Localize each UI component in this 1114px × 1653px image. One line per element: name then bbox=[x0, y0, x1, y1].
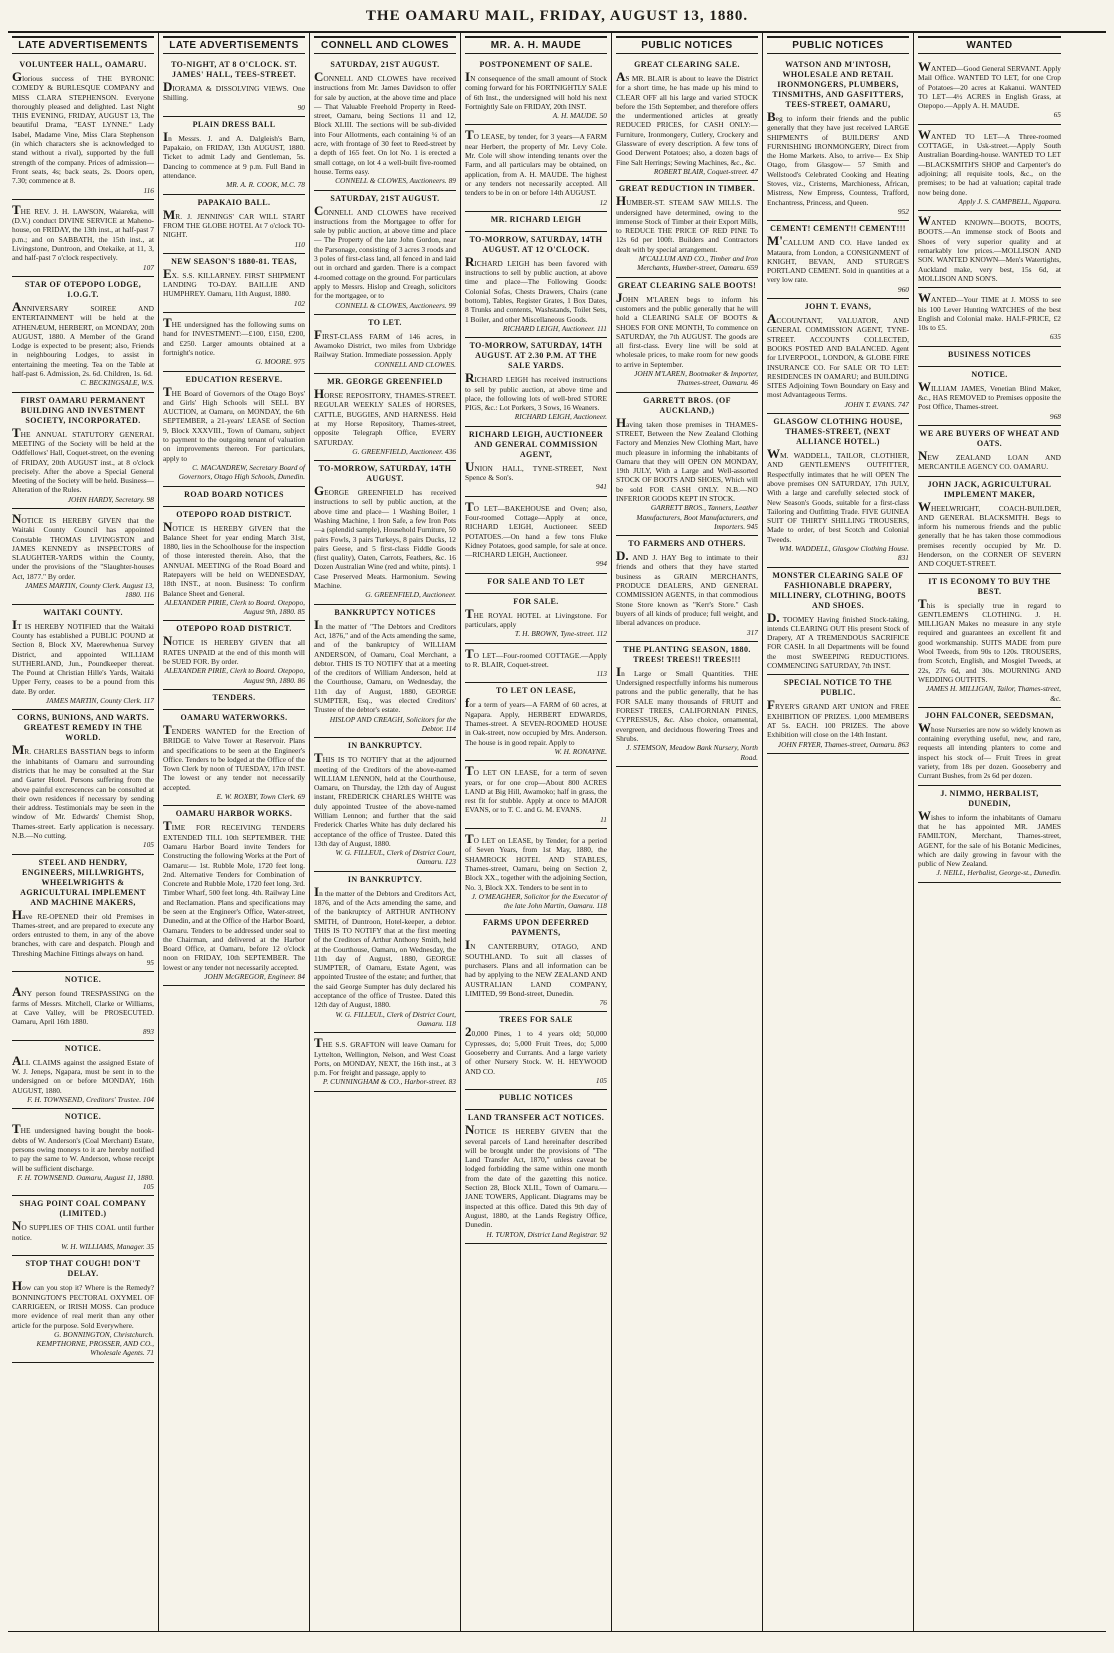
ad-signature: JAMES MARTIN, County Clerk. 117 bbox=[45, 696, 154, 706]
ad-body: RICHARD LEIGH has received instructions to sell by public auction, at above time and place, the following lots of well-bred STORE PIGS, &c.: Lot Porkers, 3 Sows, 16 Weaners. bbox=[465, 370, 607, 413]
ad-title: BANKRUPTCY NOTICES bbox=[334, 607, 436, 617]
ad-signature: JAMES MARTIN, County Clerk. August 13, 1880. 116 bbox=[24, 581, 154, 600]
newspaper-column bbox=[763, 33, 914, 1631]
column-heading: PUBLIC NOTICES bbox=[767, 36, 909, 54]
ad-title: FARMS UPON DEFERRED PAYMENTS, bbox=[482, 918, 590, 938]
ad-signature: T. H. BROWN, Tyne-street. 112 bbox=[514, 629, 607, 639]
ad-body: GEORGE GREENFIELD has received instructions to sell by public auction, at the above time and place— 1 Washing Boiler, 1 Washing Machine, 1 Iron Safe, a few Iron Pots—a (splendid sample), Household Furniture, 50 pairs Fowls, 3 pairs Turkeys, 8 pairs Ducks, 12 pairs Geese, and 5 first-class Fiddle Goods (first quality), Oaten, Carrots, Feathers, &c. 16 Dozen Australian Wine (red and white, pints). 1 Case Preserved Meats. Harmonium. Sewing Machine. bbox=[314, 483, 456, 591]
ad-signature: G. BONNINGTON, Christchurch. KEMPTHORNE, PROSSER, AND CO., Wholesale Agents. 71 bbox=[36, 1329, 154, 1358]
advertisement bbox=[465, 644, 607, 684]
ad-body: JOHN M'LAREN begs to inform his customers and the public generally that he will hold a CLEARING SALE OF BOOTS & SHOES FOR ONE MONTH, To commence on SATURDAY, the 7th AUGUST. The goods are all first-class. Every line will be sold at wholesale prices, to make room for new goods to arrive in September. bbox=[616, 289, 758, 369]
ad-body: EX. S.S. KILLARNEY. FIRST SHIPMENT LANDING TO-DAY. BAILLIE AND HUMPHREY. Oamaru, 11th August, 1880. bbox=[163, 265, 305, 299]
advertisement bbox=[918, 57, 1061, 125]
column-container bbox=[8, 33, 1106, 1632]
ad-signature: H. TURTON, District Land Registrar. 92 bbox=[486, 1229, 607, 1239]
ad-body: THE ROYAL HOTEL at Livingstone. For particulars, apply bbox=[465, 605, 607, 629]
ad-title: RICHARD LEIGH, AUCTIONEER AND GENERAL COMMISSION AGENT, bbox=[468, 429, 604, 459]
ad-signature: CONNELL AND CLOWES. bbox=[374, 359, 456, 369]
ad-body: NOTICE IS HEREBY GIVEN that the Balance Sheet for year ending March 31st, 1880, lies in the Schoolhouse for the inspection of those interested therein. Also, that the ANNUAL MEETING of the Road Board and Ratepayers will be held on WEDNESDAY, 18th INST., at noon. Business: To confirm Balance Sheet and General. bbox=[163, 518, 305, 598]
advertisement bbox=[12, 1256, 154, 1362]
ad-title: TREES FOR SALE bbox=[499, 1015, 573, 1025]
ad-signature: JOHN McGREGOR, Engineer. 84 bbox=[204, 972, 305, 982]
ad-body: FRYER'S GRAND ART UNION and FREE EXHIBITION OF PRIZES. 1,000 MEMBERS AT 5s. EACH. 100 PRIZES. The above Exhibition will close on the 14th Instant. bbox=[767, 697, 909, 740]
advertisement bbox=[163, 507, 305, 622]
advertisement bbox=[767, 675, 909, 753]
advertisement bbox=[465, 212, 607, 232]
ad-signature: 994 bbox=[595, 559, 607, 569]
ad-body: How can you stop it? Where is the Remedy? BONNINGTON'S PECTORAL OXYMEL OF CARRIGEEN, or IRISH MOSS. Can produce more evidence of real merit than any other article for the purpose. Sold Everywhere. bbox=[12, 1278, 154, 1330]
ad-title: NEW SEASON'S 1880-81. TEAS, bbox=[171, 256, 297, 266]
advertisement bbox=[12, 57, 154, 200]
advertisement bbox=[465, 829, 607, 915]
advertisement bbox=[465, 497, 607, 574]
ad-signature: 65 bbox=[1053, 110, 1061, 120]
column-heading: PUBLIC NOTICES bbox=[616, 36, 758, 54]
advertisement bbox=[12, 855, 154, 973]
ad-title: FIRST OAMARU PERMANENT BUILDING AND INVESTMENT SOCIETY, INCORPORATED. bbox=[20, 395, 146, 425]
ad-signature: ROBERT BLAIR, Coquet-street. 47 bbox=[653, 166, 758, 176]
advertisement bbox=[12, 1196, 154, 1256]
advertisement bbox=[163, 487, 305, 507]
ad-signature: 95 bbox=[146, 958, 154, 968]
advertisement bbox=[465, 338, 607, 426]
ad-title: TO FARMERS AND OTHERS. bbox=[628, 539, 746, 549]
ad-title: JOHN FALCONER, SEEDSMAN, bbox=[925, 710, 1054, 720]
ad-body: WANTED KNOWN—BOOTS, BOOTS, BOOTS.—An immense stock of Boots and Shoes of very superior quality and at remarkably low prices.—MOLLISON AND SON. WANTED KNOWN—Men's Watertights, Auckland make, very best, 15s 6d, at MOLLISON AND SON'S. bbox=[918, 213, 1061, 283]
masthead: THE OAMARU MAIL, FRIDAY, AUGUST 13, 1880. bbox=[8, 6, 1106, 33]
ad-signature: JOHN M'LAREN, Bootmaker & Importer, Thames-street, Oamaru. 46 bbox=[634, 369, 758, 388]
ad-body: NOTICE IS HEREBY GIVEN that all RATES UNPAID at the end of this month will be SUED FOR. By order. bbox=[163, 633, 305, 667]
ad-body: THE undersigned having bought the book-debts of W. Anderson's (Coal Merchant) Estate, persons owing moneys to it are hereby notified to pay the same to W. Anderson, whose receipt will be sufficient discharge. bbox=[12, 1121, 154, 1173]
advertisement bbox=[12, 1109, 154, 1196]
advertisement bbox=[918, 288, 1061, 346]
ad-body: MR. CHARLES BASSTIAN begs to inform the inhabitants of Oamaru and surrounding districts that he may be consulted at the Star and Garter Hotel. Persons suffering from the above painful excrescences can be consulted at their own residences if necessary by sending their address. Testimonials may be seen in the window of Mr. Edwards' Chemist Shop, Thames-street. Early application is necessary. N.B.—No cutting. bbox=[12, 742, 154, 840]
advertisement bbox=[616, 536, 758, 642]
ad-title: WAITAKI COUNTY. bbox=[43, 607, 123, 617]
ad-title: TO-NIGHT, AT 8 O'CLOCK. ST. JAMES' HALL, TEES-STREET. bbox=[171, 60, 297, 79]
advertisement bbox=[12, 710, 154, 854]
ad-signature: 635 bbox=[1049, 332, 1061, 342]
ad-signature: E. W. ROXBY, Town Clerk. 69 bbox=[216, 792, 305, 802]
ad-body: D. AND J. HAY Beg to intimate to their friends and others that they have started business as GRAIN MERCHANTS, PRODUCE DEALERS, AND GENERAL COMMISSION AGENTS, in that commodious Stone Store known as "Kerr's Store." Cash buyers of all kinds of produce; full weight, and liberal advances on produce. bbox=[616, 548, 758, 628]
ad-title: SATURDAY, 21ST AUGUST. bbox=[330, 193, 440, 203]
ad-signature: 12 bbox=[599, 197, 607, 207]
ad-title: IT IS ECONOMY TO BUY THE BEST. bbox=[928, 576, 1051, 596]
ad-title: JOHN JACK, AGRICULTURAL IMPLEMENT MAKER, bbox=[927, 479, 1052, 499]
advertisement bbox=[12, 605, 154, 711]
ad-title: STOP THAT COUGH! DON'T DELAY. bbox=[25, 1259, 141, 1279]
advertisement bbox=[163, 710, 305, 806]
advertisement bbox=[918, 367, 1061, 426]
ad-body: HORSE REPOSITORY, THAMES-STREET. REGULAR WEEKLY SALES of HORSES, CATTLE, BUGGIES, AND HARNESS. Held at my Horse Repository, Thames-street, opposite Telegraph Office, EVERY SATURDAY. bbox=[314, 386, 456, 447]
advertisement bbox=[12, 277, 154, 393]
ad-body: ANY person found TRESPASSING on the farms of Messrs. Mitchell, Clarke or Williams, at Cave Valley, will be PROSECUTED. Oamaru, April 16th 1880. bbox=[12, 984, 154, 1027]
advertisement bbox=[465, 57, 607, 125]
ad-signature: 968 bbox=[1049, 411, 1061, 421]
ad-signature: P. CUNNINGHAM & CO., Harbor-street. 83 bbox=[322, 1077, 456, 1087]
ad-signature: MR. A. R. COOK, M.C. 78 bbox=[226, 180, 305, 190]
advertisement bbox=[314, 1033, 456, 1091]
advertisement bbox=[314, 738, 456, 872]
ad-signature: 317 bbox=[746, 627, 758, 637]
ad-body: WANTED—Good General SERVANT. Apply Mail Office. WANTED TO LET, for one Crop of Potatoes—20 acres at Kakanui. WANTED TO LET—4½ ACRES in English Grass, at Otepopo.—Apply A. H. MAUDE. bbox=[918, 59, 1061, 111]
ad-body: M'CALLUM AND CO. Have landed ex Mataura, from London, a CONSIGNMENT of KNIGHT, BEVAN, AND STURGE'S PORTLAND CEMENT. Sold in quantities at a very low rate. bbox=[767, 233, 909, 285]
ad-signature: WM. WADDELL, Glasgow Clothing House. 831 bbox=[779, 543, 909, 563]
ad-body: CONNELL AND CLOWES have received instructions from the Mortgagee to offer for sale by public auction, at above time and place— The Property of the late John Gordon, near the Parsonage, consisting of 3 acres 3 roods and 3 poles of first-class land, all fenced in and laid out in orchard and garden. There is a compact 4-roomed cottage on the ground. For particulars apply to Messrs. Hislop and Creagh, solicitors for the mortgagee, or to bbox=[314, 202, 456, 301]
ad-title: NOTICE. bbox=[64, 1043, 102, 1053]
ad-title: CORNS, BUNIONS, AND WARTS. GREATEST REMEDY IN THE WORLD. bbox=[17, 713, 149, 743]
ad-body: THE S.S. GRAFTON will leave Oamaru for Lyttelton, Wellington, Nelson, and West Coast Ports, on MONDAY, NEXT, the 16th inst., at 3 p.m. For freight and passage, apply to bbox=[314, 1035, 456, 1078]
ad-signature: J. O'MEAGHER, Solicitor for the Executor of the late John Martin, Oamaru. 118 bbox=[471, 891, 607, 911]
advertisement bbox=[163, 117, 305, 195]
ad-body: WILLIAM JAMES, Venetian Blind Maker, &c., HAS REMOVED to Premises opposite the Post Office, Thames-street. bbox=[918, 378, 1061, 412]
ad-signature: M'CALLUM AND CO., Timber and Iron Merchants, Humber-street, Oamaru. 659 bbox=[637, 254, 758, 273]
ad-title: POSTPONEMENT OF SALE. bbox=[479, 60, 593, 69]
ad-signature: 960 bbox=[897, 284, 909, 294]
advertisement bbox=[163, 313, 305, 371]
ad-body: In the matter of "The Debtors and Creditors Act, 1876," and of the Acts amending the same, and of the bankruptcy of WILLIAM ANDERSON, of Oamaru, Coal Merchant, a debtor. THIS IS TO NOTIFY that at a meeting of the creditors of William Anderson, held at the Courthouse, Oamaru, on Wednesday, the 11th day of August, 1880, GEORGE SUMPTER, Esq., was elected Creditors' Trustee of the debtor's estate. bbox=[314, 616, 456, 715]
ad-signature: ALEXANDER PIRIE, Clerk to Board. Otepopo, August 9th, 1880. 85 bbox=[164, 597, 305, 617]
ad-body: HUMBER-ST. STEAM SAW MILLS. The undersigned have determined, owing to the immense Stock of Timber at their Export Mills, to REDUCE THE PRICE OF RED PINE To 12s 6d per 100ft. Builders and Contractors dealt with by special arrangement. bbox=[616, 193, 758, 254]
ad-body: ACCOUNTANT, VALUATOR, AND GENERAL COMMISSION AGENT, TYNE-STREET. ACCOUNTS COLLECTED, BOOKS POSTED AND BALANCED. Agent for LIVERPOOL, LONDON, & GLOBE FIRE INSURANCE CO. For SALE OR TO LET: RESIDENCES IN OAMARU; and BUILDING SITES Adjoining Town Boundary on Easy and most Advantageous Terms. bbox=[767, 311, 909, 400]
ad-body: Having taken those premises in THAMES-STREET, Between the New Zealand Clothing Factory and Menzies New Clothing Mart, have much pleasure in informing the inhabitants of Oamaru that they will OPEN ON MONDAY, 19th JULY, With a Large and Well-assorted STOCK OF BOOTS AND SHOES, Which will be sold FOR CASH ONLY. N.B.—NO INFERIOR GOODS KEPT IN STOCK. bbox=[616, 414, 758, 503]
ad-body: THIS IS TO NOTIFY that at the adjourned meeting of the Creditors of the above-named WILLIAM LENNON, held at the Courthouse, Oamaru, on Thursday, the 12th day of August instant, FREDERICK CHARLES WHITE was duly appointed Trustee of the above-named William Lennon; and further that the said Frederick Charles White has duly declared his acceptance of the office of Trustee. Dated this 13th day of August, 1880. bbox=[314, 750, 456, 848]
ad-body: NEW ZEALAND LOAN AND MERCANTILE AGENCY CO. OAMARU. bbox=[918, 447, 1061, 472]
ad-signature: 102 bbox=[293, 298, 305, 308]
advertisement bbox=[767, 299, 909, 414]
advertisement bbox=[163, 195, 305, 254]
advertisement bbox=[465, 232, 607, 338]
ad-signature: ALEXANDER PIRIE, Clerk to Board. Otepopo, August 9th, 1880. 86 bbox=[164, 666, 305, 685]
ad-signature: W. H. RONAYNE. bbox=[554, 746, 607, 756]
advertisement bbox=[314, 872, 456, 1033]
ad-title: EDUCATION RESERVE. bbox=[185, 374, 283, 384]
advertisement bbox=[12, 393, 154, 509]
ad-signature: J. STEMSON, Meadow Bank Nursery, North Road. bbox=[626, 743, 758, 762]
ad-body: NOTICE IS HEREBY GIVEN that the Waitaki County Council has appointed Constable THOMAS LIVINGSTON and JAMES KENNEDY as INSPECTORS of SLAUGHTER-YARDS within the County, under the provisions of the "Slaughter-houses Act, 1877." By order. bbox=[12, 510, 154, 581]
ad-title: STAR OF OTEPOPO LODGE, I.O.G.T. bbox=[24, 279, 142, 299]
advertisement bbox=[465, 1090, 607, 1110]
newspaper-column bbox=[159, 33, 310, 1631]
column-heading: LATE ADVERTISEMENTS bbox=[12, 36, 154, 54]
ad-signature: G. MOORE. 975 bbox=[255, 357, 305, 367]
advertisement bbox=[314, 57, 456, 191]
advertisement bbox=[12, 972, 154, 1040]
ad-body: Beg to inform their friends and the public generally that they have just received LARGE SHIPMENTS of BUILDERS' AND FURNISHING IRONMONGERY, Direct from the Home Markets. Also, to arrive— Ex Ship Otago, from Glasgow— 57 Smith and Wellstood's Celebrated Cooking and Heating Stoves, viz., Cristerns, Marchioness, African, Mistress, New Empress, Countess, Trafford, Enchantress, Princess, and Queen. bbox=[767, 109, 909, 207]
ad-body: TO LET on LEASE, by Tender, for a period of Seven Years, from 1st May, 1880, the SHAMROCK HOTEL AND STABLES, Thames-street, Oamaru, being on Section 2, Block XX., together with the adjoining Section, No. 3, Block XX. Tenders to be sent in to bbox=[465, 831, 607, 892]
ad-title: NOTICE. bbox=[64, 1112, 102, 1122]
advertisement bbox=[465, 427, 607, 497]
ad-title: MONSTER CLEARING SALE OF FASHIONABLE DRAPERY, MILLINERY, CLOTHING, BOOTS AND SHOES. bbox=[769, 570, 907, 610]
advertisement bbox=[918, 708, 1061, 786]
ad-title: OAMARU HARBOR WORKS. bbox=[175, 809, 293, 819]
ad-body: D. TOOMEY Having finished Stock-taking, intends CLEARING OUT His present Stock of Drapery, AT A TREMENDOUS SACRIFICE FOR CASH. In all Departments will be found the most SWEEPING REDUCTIONS. COMMENCING SATURDAY, 7th INST. bbox=[767, 609, 909, 671]
ad-signature: CONNELL & CLOWES, Auctioneers. 99 bbox=[335, 300, 456, 310]
ad-signature: F. H. TOWNSEND. Oamaru, August 11, 1880. 105 bbox=[17, 1172, 154, 1192]
advertisement bbox=[616, 57, 758, 181]
ad-body: ALL CLAIMS against the assigned Estate of W. J. Jeneps, Ngapara, must be sent in to the undersigned on or before MONDAY, 16th AUGUST, 1880. bbox=[12, 1052, 154, 1095]
ad-body: TO LEASE, by tender, for 3 years—A FARM near Herbert, the property of Mr. Levy Cole. Mr. Cole will show intending tenants over the Farm, and all particulars may be obtained, on application, from A. H. MAUDE. The highest or any tenders not necessarily accepted. All tenders to be in on or before 14th AUGUST. bbox=[465, 127, 607, 198]
ad-signature: 113 bbox=[596, 669, 607, 679]
advertisement bbox=[314, 374, 456, 461]
ad-body: THE undersigned has the following sums on hand for INVESTMENT:—£100, £150, £200, and £250. Larger amounts obtained at a fortnight's notice. bbox=[163, 315, 305, 357]
ad-title: TO-MORROW, SATURDAY, 14TH AUGUST. bbox=[318, 464, 452, 484]
ad-body: WANTED—Your TIME at J. MOSS to see his 100 Lever Hunting WATCHES of the best English and Colonial make. HALF-PRICE, £2 10s to £5. bbox=[918, 290, 1061, 333]
ad-title: WE ARE BUYERS OF WHEAT AND OATS. bbox=[919, 428, 1060, 448]
ad-signature: 116 bbox=[143, 185, 154, 195]
ad-title: CEMENT! CEMENT!! CEMENT!!! bbox=[770, 224, 906, 234]
ad-title: NOTICE. bbox=[64, 975, 102, 985]
ad-title: TO-MORROW, SATURDAY, 14TH AUGUST. AT 2.30 P.M. AT THE SALE YARDS. bbox=[469, 341, 603, 371]
ad-body: Whose Nurseries are now so widely known as containing everything useful, new, and rare, requests all intending planters to come and inspect his stock of— Fruit Trees in great variety, from 18s per dozen. Gooseberry and Currant Bushes, from 2s 6d per dozen. bbox=[918, 719, 1061, 781]
ad-body: CONNELL AND CLOWES have received instructions from Mr. James Davidson to offer for sale by auction, at the above time and place— That Valuable Freehold Property in Reed-street, Oamaru, being Sections 11 and 12, Block XLIII. The sections will be sub-divided into Four Allotments, each containing ¼ of an acre, with frontage of 30 feet to Reed-street by a depth of 165 feet. On lot No. 1 is erected a small cottage, on lot 4 a well-built five-roomed house. Terms easy. bbox=[314, 69, 456, 176]
advertisement bbox=[163, 806, 305, 986]
ad-body: THE ANNUAL STATUTORY GENERAL MEETING of the Society will be held at the Oddfellows' Hall, Coquet-street, on the evening of FRIDAY, 20th AUGUST inst., at 8 o'clock precisely. After the above a Special General Meeting of the Society will be held. Business—Alteration of the Rules. bbox=[12, 424, 154, 495]
ad-title: SHAG POINT COAL COMPANY (LIMITED.) bbox=[19, 1199, 147, 1219]
ad-body: Glorious success of THE BYRONIC COMEDY & BURLESQUE COMPANY and MISS CLARA STEPHENSON. Everyone thoroughly pleased and delighted. Last Night THIS EVENING, FRIDAY, AUGUST 13, The beautiful Drama, "EAST LYNNE." Lady Isabel, Madame Vine, Miss Clara Stephenson (in which characters she is acknowledged to stand without a rival), supported by the full strength of the company. Prices of admission—Front seats, 4s; back seats, 2s. Doors open, 7.30; commence at 8. bbox=[12, 69, 154, 186]
ad-title: OTEPOPO ROAD DISTRICT. bbox=[176, 624, 292, 634]
ad-signature: 107 bbox=[142, 262, 154, 272]
ad-signature: RICHARD LEIGH, Auctioneer. bbox=[514, 412, 607, 422]
ad-signature: JOHN HARDY, Secretary. 98 bbox=[67, 494, 154, 504]
ad-signature: C. MACANDREW, Secretary Board of Governors, Otago High Schools, Dunedin. bbox=[178, 462, 305, 482]
advertisement bbox=[12, 200, 154, 277]
advertisement bbox=[767, 221, 909, 299]
advertisement bbox=[465, 574, 607, 594]
ad-title: IN BANKRUPTCY. bbox=[347, 741, 423, 751]
ad-body: IT IS HEREBY NOTIFIED that the Waitaki County has established a PUBLIC POUND at Section 8, Block XV, Maerewhenua Survey District, and appointed WILLIAM SUTHERLAND, Jun., Poundkeeper thereat. The Pound at Christian Hille's Yards, Waitaki Upper Ferry, ceases to be a pound from this date. By order. bbox=[12, 616, 154, 696]
ad-signature: 105 bbox=[142, 840, 154, 850]
ad-body: THE Board of Governors of the Otago Boys' and Girls' High Schools will SELL BY AUCTION, at Oamaru, on MONDAY, the 6th SEPTEMBER, a 21-years' LEASE of Section 9, Block XXXVIII., Town of Oamaru, subject to payment to the outgoing tenant of valuation on improvements thereon. For particulars, apply to bbox=[163, 383, 305, 463]
advertisement bbox=[918, 347, 1061, 367]
newspaper-column bbox=[612, 33, 763, 1631]
advertisement bbox=[918, 574, 1061, 708]
ad-signature: G. GREENFIELD, Auctioneer. 436 bbox=[352, 446, 456, 456]
advertisement bbox=[465, 125, 607, 211]
ad-body: WM. WADDELL, TAILOR, CLOTHIER, AND GENTLEMEN'S OUTFITTER, Respectfully intimates that he will OPEN The above premises ON SATURDAY, 17th JULY, With a large and carefully selected stock of New Season's Goods, suitable for a first-class Tailoring and Outfitting Trade. FIVE GUINEA SUIT OF THIRTY SHILLING TROUSERS, Made to order, of best Scotch and Colonial Tweeds. bbox=[767, 446, 909, 544]
advertisement bbox=[12, 509, 154, 605]
advertisement bbox=[12, 1041, 154, 1109]
ad-title: PLAIN DRESS BALL bbox=[192, 119, 276, 129]
newspaper-column bbox=[310, 33, 461, 1631]
ad-title: SPECIAL NOTICE TO THE PUBLIC. bbox=[783, 678, 893, 698]
ad-title: OTEPOPO ROAD DISTRICT. bbox=[176, 509, 292, 519]
ad-body: This is specially true in regard to GENTLEMEN'S CLOTHING. J. H. MILLIGAN Makes no measure in any style required and guarantees an excellent fit and good workmanship. SUITS MADE from pure Wool Tweeds, from 90s to 120s. TROUSERS, from Scotch, English, and Mosgiel Tweeds, at 22s, 27s 6d, and 30s. MOURNING AND WEDDING OUTFITS. bbox=[918, 595, 1061, 684]
ad-body: MR. J. JENNINGS' CAR WILL START FROM THE GLOBE HOTEL At 7 o'clock TO-NIGHT. bbox=[163, 206, 305, 240]
ad-body: WHEELWRIGHT, COACH-BUILDER, AND GENERAL BLACKSMITH. Begs to inform his numerous friends and the public generally that he has taken those commodious premises recently occupied by Mr. D. Henderson, on the CORNER OF SEVERN AND COQUET-STREET. bbox=[918, 498, 1061, 569]
column-heading: CONNELL AND CLOWES bbox=[314, 36, 456, 54]
ad-signature: G. GREENFIELD, Auctioneer. bbox=[365, 590, 456, 600]
ad-body: THE REV. J. H. LAWSON, Waiareka, will (D.V.) conduct DIVINE SERVICE at Maheno-house, on FRIDAY, the 13th inst., at half-past 7 p.m.; and on SABBATH, the 15th inst., at Livingstone, Duntroon, and Otekaike, at 11, 3, and half-past 7 o'clock respectively. bbox=[12, 201, 154, 263]
advertisement bbox=[918, 426, 1061, 477]
ad-body: for a term of years—A FARM of 60 acres, at Ngapara. Apply, HERBERT EDWARDS, Thames-street. A SEVEN-ROOMED HOUSE in Oak-street, now occupied by Mrs. Anderson. The house is in good repair. Apply to bbox=[465, 695, 607, 747]
advertisement bbox=[767, 568, 909, 676]
ad-signature: A. H. MAUDE. 50 bbox=[552, 111, 607, 121]
column-heading: LATE ADVERTISEMENTS bbox=[163, 36, 305, 54]
ad-title: LAND TRANSFER ACT NOTICES. bbox=[467, 1113, 605, 1123]
ad-signature: 893 bbox=[142, 1026, 154, 1036]
ad-title: FOR SALE. bbox=[513, 596, 559, 606]
ad-title: TO LET. bbox=[368, 317, 402, 327]
advertisement bbox=[163, 690, 305, 710]
advertisement bbox=[465, 1110, 607, 1244]
ad-title: MR. GEORGE GREENFIELD bbox=[327, 377, 443, 387]
ad-body: In the matter of the Debtors and Creditors Act, 1876, and of the Acts amending the same, and of the bankruptcy of ARTHUR ANTHONY SMITH, of Duntroon, Hotel-keeper, a debtor. THIS IS TO NOTIFY that at the first meeting of the Creditors of Arthur Anthony Smith, held at the Courthouse, Oamaru, on Wednesday, the 11th day of August, 1880, GEORGE SUMPTER, of Oamaru, Estate Agent, was appointed Trustee of the estate; and further, that the said George Sumpter has duly declared his acceptance of the office of Trustee. Dated this 12th day of August, 1880. bbox=[314, 883, 456, 1010]
ad-body: NOTICE IS HEREBY GIVEN that the several parcels of Land hereinafter described will be brought under the provisions of "The Land Transfer Act, 1870," unless caveat be lodged forbidding the same within one month from the date of the gazetting this notice. Section 28, Block XLII., Town of Oamaru.—JANE TOWERS, Applicant. Diagrams may be inspected at this office. Dated this 9th day of August, 1880, at the Lands Registry Office, Dunedin. bbox=[465, 1122, 607, 1230]
ad-body: IN CANTERBURY, OTAGO, AND SOUTHLAND. To suit all classes of purchasers. Plans and all information can be had by applying to the NEW ZEALAND AND AUSTRALIAN LAND COMPANY, LIMITED, 99 Bond-street, Dunedin. bbox=[465, 937, 607, 998]
advertisement bbox=[616, 278, 758, 393]
ad-body: TO LET—BAKEHOUSE and Oven; also, Four-roomed Cottage—Apply at once, RICHARD LEIGH, Auctioneer. SEED POTATOES.—On hand a few tons Fluke Kidney Potatoes, good sample, for sale at once.—RICHARD LEIGH, Auctioneer. bbox=[465, 498, 607, 560]
ad-signature: Apply J. S. CAMPBELL, Ngapara. bbox=[958, 196, 1061, 206]
ad-signature: 105 bbox=[595, 1075, 607, 1085]
ad-signature: W. G. FILLEUL, Clerk of District Court, Oamaru. 118 bbox=[335, 1009, 456, 1028]
advertisement bbox=[918, 786, 1061, 883]
advertisement bbox=[465, 594, 607, 644]
ad-body: ANNIVERSARY SOIREE AND ENTERTAINMENT will be held at the ATHENÆUM, HERBERT, on MONDAY, 20th AUGUST, 1880. A Member of the Grand Lodge is expected to be present; also, Friends in neighbouring Lodges, to assist in entertaining the meeting. Tea on the Table at half-past 6. Admission, 2s. 6d. Children, 1s. 6d. bbox=[12, 298, 154, 379]
ad-signature: GARRETT BROS., Tanners, Leather Manufacturers, Boot Manufacturers, and Importers. 945 bbox=[636, 503, 758, 531]
ad-body: UNION HALL, TYNE-STREET, Next Spence & Son's. bbox=[465, 458, 607, 483]
ad-signature: JOHN FRYER, Thames-street, Oamaru. 863 bbox=[777, 739, 909, 749]
ad-body: WANTED TO LET—A Three-roomed COTTAGE, in Usk-street.—Apply South Australian Boarding-house. WANTED TO LET—BLACKSMITH'S SHOP and Carpenter's do adjoining; all requisite tools, &c., on the premises; to be had at valuation; capital trade now being done. bbox=[918, 126, 1061, 197]
ad-title: SATURDAY, 21ST AUGUST. bbox=[330, 60, 440, 69]
newspaper-column bbox=[461, 33, 612, 1631]
ad-signature: 11 bbox=[600, 814, 607, 824]
ad-title: STEEL AND HENDRY, ENGINEERS, MILLWRIGHTS, WHEELWRIGHTS & AGRICULTURAL IMPLEMENT AND MACHINE MAKERS, bbox=[20, 857, 146, 907]
ad-title: NOTICE. bbox=[971, 369, 1008, 379]
ad-title: TENDERS. bbox=[212, 692, 256, 702]
ad-signature: F. H. TOWNSEND, Creditors' Trustee. 104 bbox=[27, 1095, 154, 1105]
advertisement bbox=[616, 181, 758, 277]
advertisement bbox=[163, 57, 305, 117]
ad-body: Wishes to inform the inhabitants of Oamaru that he has appointed MR. JAMES FAMILTON, Merchant, Thames-street, AGENT, for the sale of his Botanic Medicines, which are daily growing in favour with the public of New Zealand. bbox=[918, 807, 1061, 869]
ad-signature: HISLOP AND CREAGH, Solicitors for the Debtor. 114 bbox=[329, 714, 456, 733]
ad-title: THE PLANTING SEASON, 1880. TREES! TREES!! TREES!!! bbox=[623, 644, 751, 664]
ad-body: FIRST-CLASS FARM of 146 acres, in Awamoko District, two miles from Uxbridge Railway Station. Immediate possession. Apply bbox=[314, 326, 456, 360]
ad-signature: JAMES H. MILLIGAN, Tailor, Thames-street, &c. bbox=[926, 684, 1061, 703]
ad-body: RICHARD LEIGH has been favored with instructions to sell by public auction, at above time and place—The Following Goods: Colonial Sofas, Chests Drawers, Chairs (cane bottom), Tables, Register Grates, 1 Box Dates, 8 Trunks and contents, Washstands, Toilet Sets, 1 Boiler, and other Miscellaneous Goods. bbox=[465, 253, 607, 324]
ad-title: GREAT REDUCTION IN TIMBER. bbox=[618, 184, 756, 194]
ad-title: BUSINESS NOTICES bbox=[947, 349, 1032, 359]
ad-signature: 110 bbox=[294, 239, 305, 249]
ad-body: AS MR. BLAIR is about to leave the District for a short time, he has made up his mind to CLEAR OFF all his large and varied STOCK before the 15th September, and therefore offers the undermentioned articles at greatly REDUCED PRICES, for CASH ONLY:— Furniture, Ironmongery, Cutlery, Crockery and Glassware of every description. A few tons of Good Derwent Potatoes; also, a dozen bags of Fine Salt Herrings; Sewing Machines, &c., &c. bbox=[616, 69, 758, 167]
ad-title: OAMARU WATERWORKS. bbox=[180, 712, 288, 722]
ad-signature: 76 bbox=[599, 998, 607, 1008]
ad-signature: W. G. FILLEUL, Clerk of District Court, Oamaru. 123 bbox=[335, 848, 456, 867]
advertisement bbox=[465, 683, 607, 761]
newspaper-column bbox=[914, 33, 1065, 1631]
advertisement bbox=[163, 372, 305, 487]
ad-body: TENDERS WANTED for the Erection of BRIDGE to Valve Tower at Reservoir. Plans and specifications to be seen at the Engineer's Office. Tenders to be lodged at the Office of the Town Clerk by noon of TUESDAY, 17th INST. The lowest or any tender not necessarily accepted. bbox=[163, 721, 305, 792]
ad-title: MR. RICHARD LEIGH bbox=[490, 214, 582, 224]
ad-signature: CONNELL & CLOWES, Auctioneers. 89 bbox=[335, 176, 456, 186]
ad-title: J. NIMMO, HERBALIST, DUNEDIN, bbox=[940, 788, 1039, 808]
advertisement bbox=[314, 461, 456, 605]
ad-body: NO SUPPLIES OF THIS COAL until further notice. bbox=[12, 1218, 154, 1242]
ad-signature: C. BECKINGSALE, W.S. bbox=[80, 378, 154, 388]
ad-title: GLASGOW CLOTHING HOUSE, THAMES-STREET, (NEXT ALLIANCE HOTEL.) bbox=[773, 417, 903, 447]
ad-body: TIME FOR RECEIVING TENDERS EXTENDED TILL 10th SEPTEMBER. THE Oamaru Harbor Board invite Tenders for Constructing the following Works at the Port of Oamaru:— 1st. Rubble Mole, 1720 feet long. 2nd. Alternative Tenders for Combination of Concrete and Rubble Mole, 1720 feet long. 3rd. Timber Wharf, 500 feet long. 4th. Railway Line and Reclamation. Plans and specifications may be seen at the Engineer's Office, Water-street, Dunedin, and at the Office of the Harbor Board, Oamaru. Tenders to be addressed under seal to the Chairman, and delivered at the Harbor Board Office, at Oamaru, before 12 o'clock noon on FRIDAY, 10th SEPTEMBER. The lowest or any tender not necessarily accepted. bbox=[163, 818, 305, 972]
advertisement bbox=[465, 915, 607, 1012]
ad-signature: JOHN T. EVANS. 747 bbox=[844, 399, 909, 409]
ad-title: PAPAKAIO BALL. bbox=[197, 197, 271, 207]
ad-signature: W. H. WILLIAMS, Manager. 35 bbox=[61, 1242, 154, 1252]
column-heading: MR. A. H. MAUDE bbox=[465, 36, 607, 54]
ad-title: GREAT CLEARING SALE. bbox=[634, 60, 740, 69]
ad-signature: J. NEILL, Herbalist, George-st., Dunedin. bbox=[936, 868, 1061, 878]
advertisement bbox=[163, 621, 305, 689]
ad-title: TO-MORROW, SATURDAY, 14TH AUGUST. AT 12 O'CLOCK. bbox=[469, 234, 603, 254]
advertisement bbox=[465, 1012, 607, 1090]
advertisement bbox=[163, 254, 305, 313]
ad-title: VOLUNTEER HALL, OAMARU. bbox=[19, 60, 147, 69]
ad-title: WATSON AND M'INTOSH, WHOLESALE AND RETAIL IRONMONGERS, PLUMBERS, TINSMITHS, AND GASFITTERS, TEES-STREET, OAMARU, bbox=[772, 60, 904, 109]
newspaper-column bbox=[8, 33, 159, 1631]
ad-body: TO LET ON LEASE, for a term of seven years, or for one crop—About 800 ACRES LAND at Big Hill, Awamoko; half in grass, the rest fit for stubble. Apply at once to MAJOR EVANS, or to T. C. and G. M. EVANS. bbox=[465, 763, 607, 815]
ad-body: IN consequence of the small amount of Stock coming forward for his FORTNIGHTLY SALE of 6th Inst., the undersigned will hold his next Fortnightly Sale on FRIDAY, 20th INST. bbox=[465, 69, 607, 111]
advertisement bbox=[314, 315, 456, 374]
ad-body: TO LET—Four-roomed COTTAGE.—Apply to R. BLAIR, Coquet-street. bbox=[465, 645, 607, 669]
ad-title: IN BANKRUPTCY. bbox=[347, 874, 423, 884]
advertisement bbox=[767, 57, 909, 221]
advertisement bbox=[767, 414, 909, 568]
ad-title: GREAT CLEARING SALE BOOTS! bbox=[617, 280, 757, 290]
advertisement bbox=[465, 761, 607, 829]
advertisement bbox=[918, 211, 1061, 288]
ad-title: TO LET ON LEASE, bbox=[496, 686, 576, 696]
ad-title: PUBLIC NOTICES bbox=[499, 1093, 573, 1103]
ad-signature: 941 bbox=[595, 482, 607, 492]
ad-body: 20,000 Pines, 1 to 4 years old; 50,000 Cypresses, do; 5,000 Fruit Trees, do; 5,000 Gooseberry and Currants. And a large variety of other Nursery Stock. W. H. HEYWOOD AND CO. bbox=[465, 1024, 607, 1076]
advertisement bbox=[616, 642, 758, 767]
advertisement bbox=[314, 191, 456, 315]
ad-signature: 952 bbox=[897, 206, 909, 216]
ad-signature: 90 bbox=[297, 102, 305, 112]
ad-title: FOR SALE AND TO LET bbox=[487, 576, 585, 586]
ad-body: Have RE-OPENED their old Premises in Thames-street, and are prepared to execute any orders entrusted to them, in any of the above branches, with care and despatch. Plough and Threshing Machine Fittings always on hand. bbox=[12, 906, 154, 958]
column-heading: WANTED bbox=[918, 36, 1061, 54]
advertisement bbox=[918, 125, 1061, 211]
advertisement bbox=[314, 605, 456, 739]
advertisement bbox=[918, 477, 1061, 574]
ad-body: In Large or Small Quantities. THE Undersigned respectfully informs his numerous patrons and the public generally, that he has FOR SALE many thousands of FRUIT and FOREST TREES, CALIFORNIAN PINES, CYPRESSUS, &c. Also choice, ornamental, evergreen, and deciduous flowering Trees and Shrubs. bbox=[616, 663, 758, 743]
ad-body: In Messrs. J. and A. Dalgleish's Barn, Papakaio, on FRIDAY, 13th AUGUST, 1880. Ticket to admit Lady and Gentleman, 5s. Dancing to commence at 9 p.m. Full Band in attendance. bbox=[163, 128, 305, 181]
ad-title: GARRETT BROS. (OF AUCKLAND,) bbox=[643, 395, 731, 415]
ad-body: DIORAMA & DISSOLVING VIEWS. One Shilling. bbox=[163, 79, 305, 103]
ad-signature: RICHARD LEIGH, Auctioneer. 111 bbox=[502, 323, 607, 333]
advertisement bbox=[616, 393, 758, 537]
ad-title: JOHN T. EVANS, bbox=[804, 302, 872, 312]
ad-title: ROAD BOARD NOTICES bbox=[184, 489, 284, 499]
